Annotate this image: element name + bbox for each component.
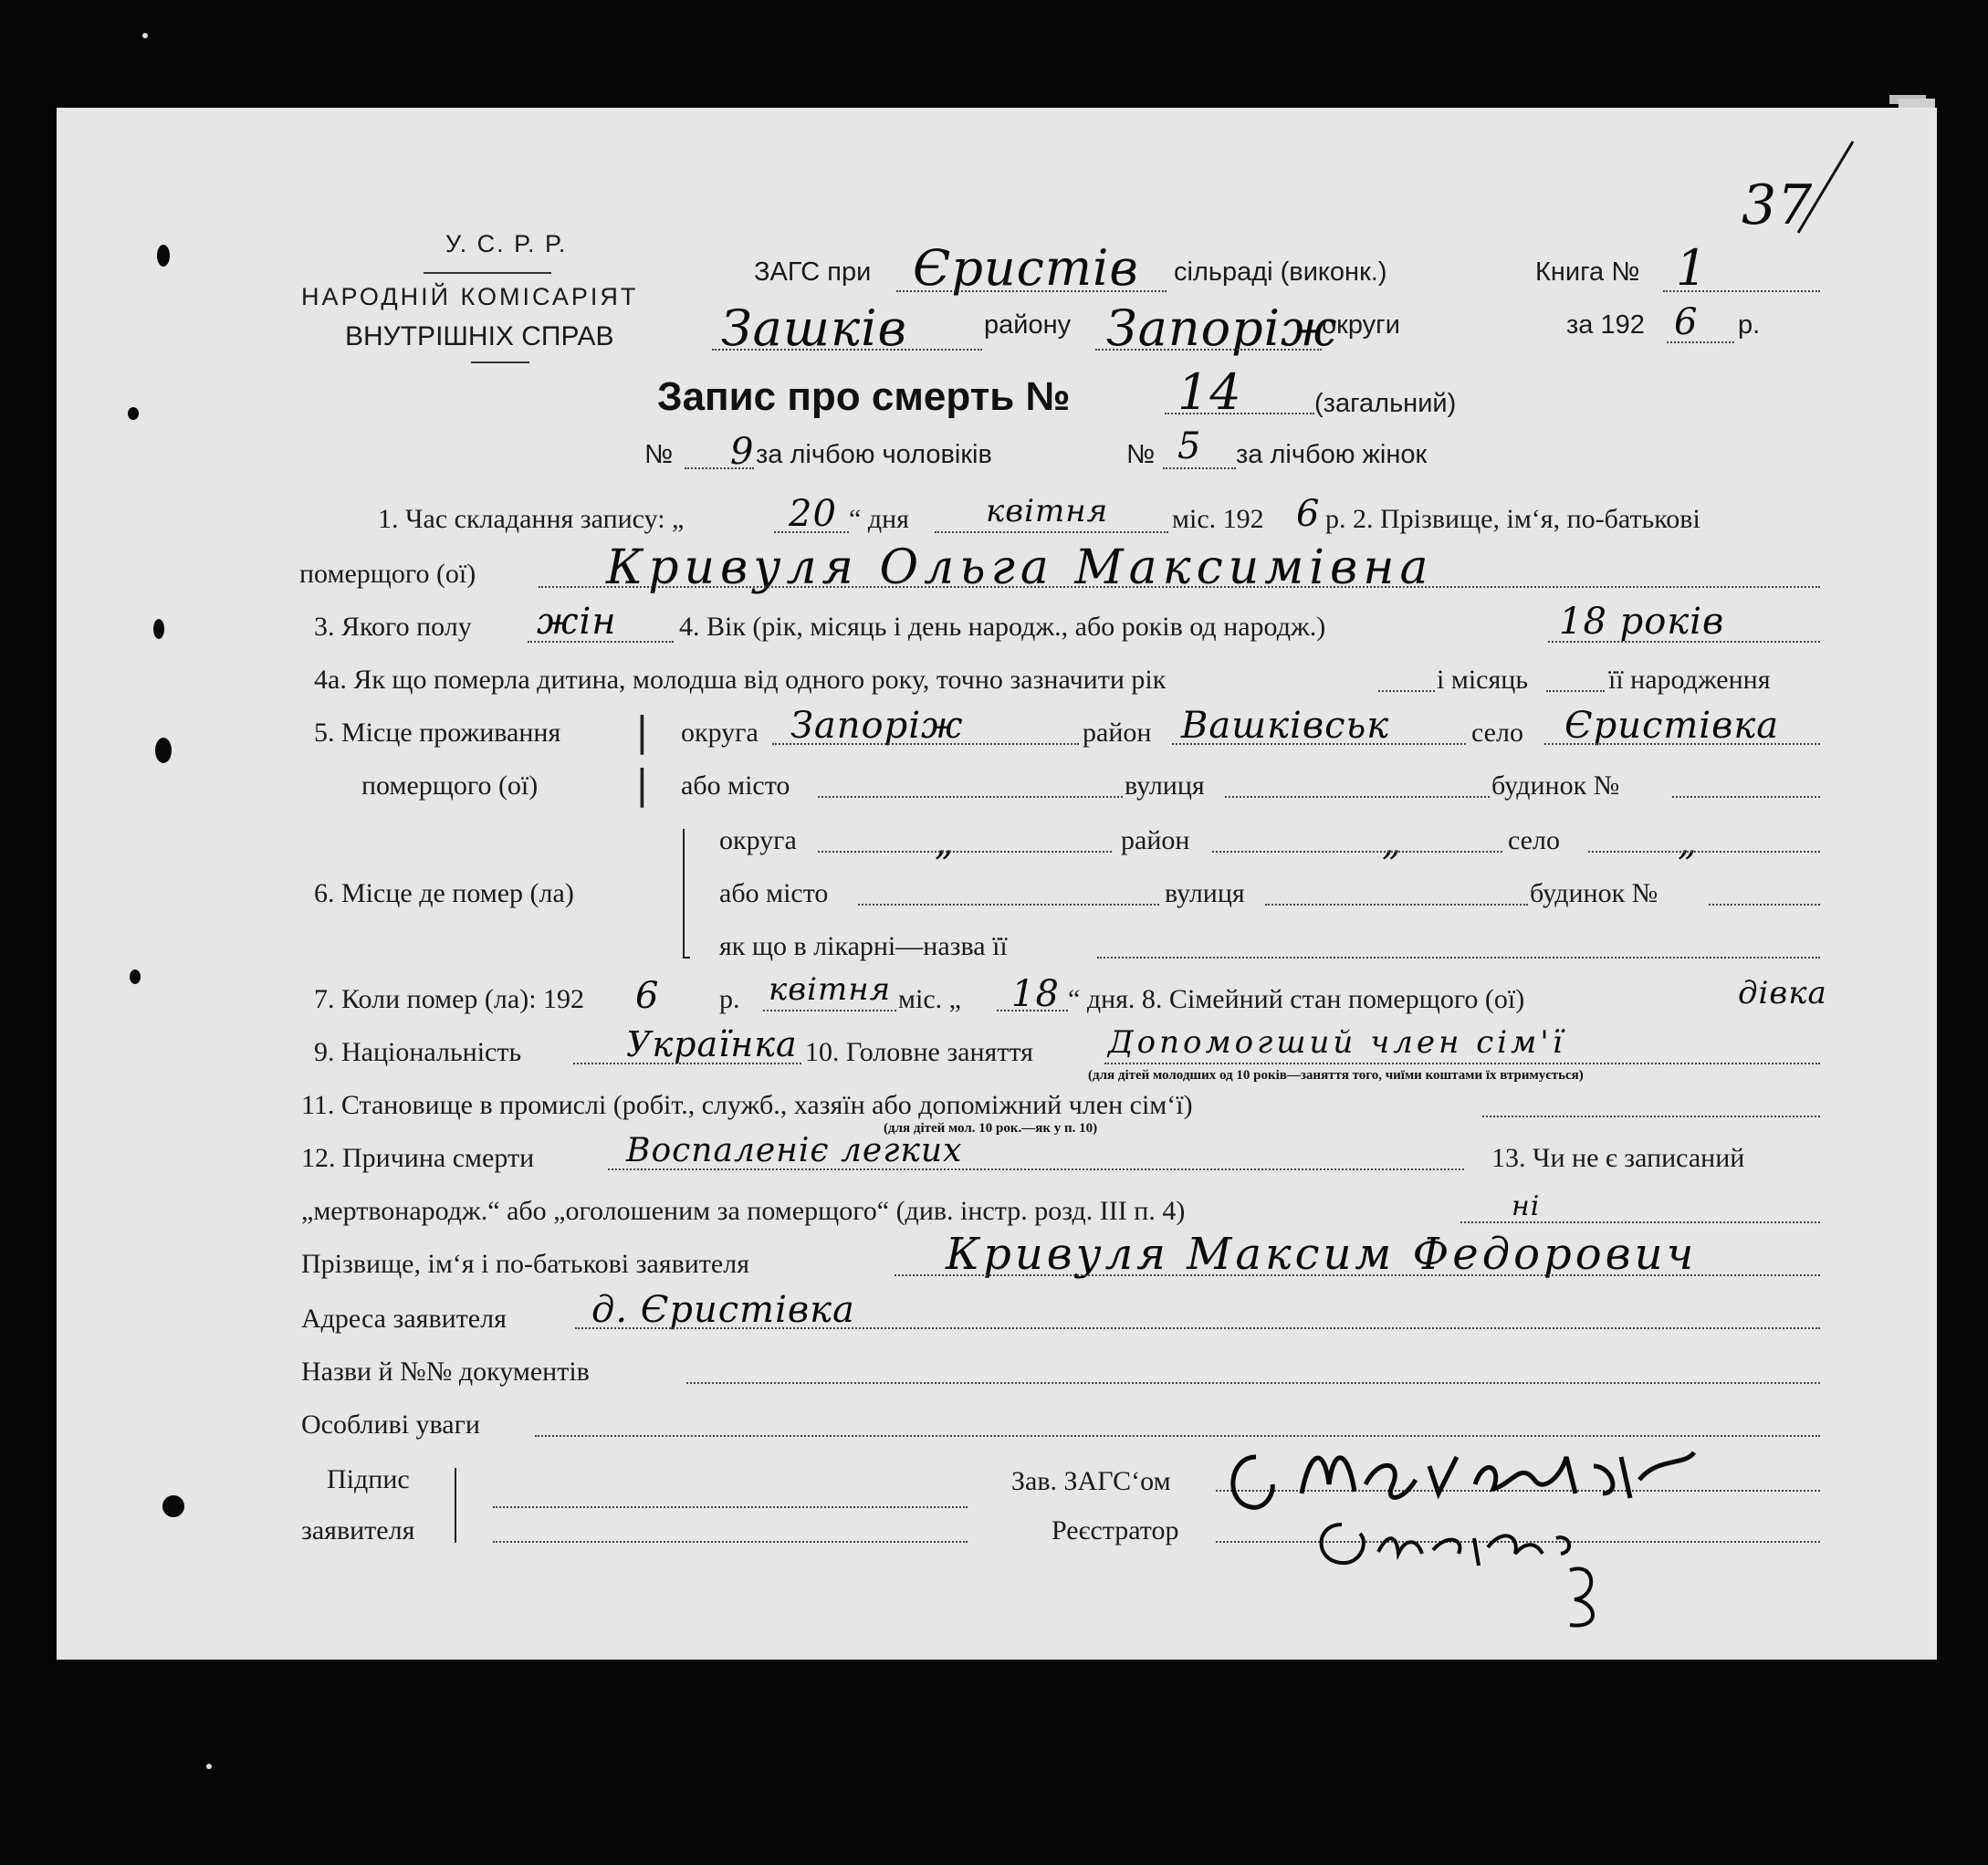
header-divider [471,361,529,363]
f5-rayon-value: Вашківськ [1181,705,1390,747]
silradi-label: сільраді (виконк.) [1174,257,1387,287]
f5-rayon-label: район [1083,718,1152,748]
f6-brace [683,829,685,957]
f6-rayon-label: район [1121,825,1190,855]
f1-label: 1. Час складання запису: „ [378,504,685,534]
book-value: 1 [1676,239,1709,297]
f6-city-label: або місто [719,878,829,908]
women-label: за лічбою жінок [1236,440,1428,469]
registrar-label: Реєстратор [1052,1515,1179,1545]
f7-day-label: “ дня. 8. Сімейний стан померщого (ої) [1068,984,1525,1014]
zags-value: Єристів [913,239,1139,297]
docs-label: Назви й №№ документів [301,1357,590,1387]
address-label: Адреса заявителя [301,1304,507,1334]
f1-year-label: р. 2. Прізвище, ім‘я, по-батькові [1325,504,1700,534]
f5-label2: померщого (ої) [361,770,539,801]
commissariat-line2: ВНУТРІШНІХ СПРАВ [345,321,614,351]
okrug-value: Запоріж [1106,299,1338,357]
f7-r: р. [719,984,740,1014]
f7-month: квітня [769,971,892,1008]
year-label-pre: за 192 [1566,310,1645,340]
f4a-label: 4а. Як що померла дитина, молодша від одного року, точно зазначити рік [314,665,1167,695]
district-label: району [984,310,1072,340]
f12-value: Воспаленіє легких [626,1132,963,1169]
f5-selo-value: Єристівка [1564,705,1780,747]
notes-label: Особливі уваги [301,1409,480,1440]
f5-city-label: або місто [681,770,790,801]
sign-label1: Підпис [327,1464,410,1494]
applicant-value: Кривуля Максим Федорович [946,1229,1698,1280]
record-number: 14 [1177,363,1242,421]
punch-hole [128,407,139,420]
year-value: 6 [1674,301,1699,343]
punch-hole [157,245,170,267]
f3-value: жін [537,601,617,643]
women-prefix: № [1126,440,1156,469]
f5-okrug-label: округа [681,718,759,748]
f6-street-label: вулиця [1165,878,1245,908]
header-divider [424,272,551,274]
f5-house-label: будинок № [1491,770,1620,801]
f8-value: дівка [1738,975,1827,1011]
head-label: Зав. ЗАГС‘ом [1011,1466,1171,1496]
f9-label: 9. Національність [314,1037,522,1067]
applicant-label: Прізвище, ім‘я і по-батькові заявителя [301,1249,750,1279]
f6-okrug-value: „ [935,822,955,864]
men-label: за лічбою чоловіків [756,440,992,469]
year-label-post: р. [1738,310,1761,340]
f5-selo-label: село [1471,718,1523,748]
f5-street-label: вулиця [1125,770,1205,801]
punch-hole [162,1495,184,1517]
f2-value: Кривуля Ольга Максимівна [606,540,1434,595]
sign-label2: заявителя [301,1515,415,1545]
f6-brace [683,957,690,959]
f10-label: 10. Головне заняття [805,1037,1033,1067]
f7-mis: міс. „ [898,984,961,1014]
f13-label2: „мертвонародж.“ або „оголошеним за померщого“ (див. інстр. розд. III п. 4) [301,1196,1186,1226]
district-value: Зашків [721,299,907,357]
f4-value: 18 років [1559,601,1725,643]
punch-hole [153,619,164,639]
women-value: 5 [1177,425,1202,467]
f5-okrug-value: Запоріж [790,705,964,747]
punch-hole [155,738,172,763]
f6-rayon-value: „ [1382,822,1402,864]
sheet-number: 37 [1742,173,1814,237]
f6-selo-value: „ [1678,822,1698,864]
f10-value: Допомогший член сім'ї [1108,1024,1566,1061]
f1-month: квітня [986,493,1109,529]
record-title: Запис про смерть № [657,374,1071,419]
f6-hospital-label: як що в лікарні—назва її [719,931,1008,961]
f3-label: 3. Якого полу [314,612,472,642]
commissariat-line1: НАРОДНІЙ КОМІСАРІЯТ [301,283,639,310]
f1-day-label: “ дня [849,504,909,534]
address-value: д. Єристівка [591,1289,855,1331]
book-label: Книга № [1535,257,1640,287]
f5-brace: | [635,708,649,755]
f11-note: (для дітей мол. 10 рок.—як у п. 10) [884,1121,1098,1136]
f6-okrug-label: округа [719,825,797,855]
f1-day: 20 [789,493,837,535]
sheet-number-mark [1789,137,1862,237]
f9-value: Українка [626,1024,798,1064]
men-prefix: № [644,440,674,469]
f1-year: 6 [1296,493,1321,535]
f2-label: померщого (ої) [299,559,476,589]
f12-label: 12. Причина смерти [301,1143,535,1173]
zags-label: ЗАГС при [754,257,872,287]
f6-selo-label: село [1508,825,1560,855]
f13-label: 13. Чи не є записаний [1491,1143,1745,1173]
f13-value: ні [1512,1190,1541,1222]
f7-year: 6 [635,975,660,1017]
f7-day: 18 [1011,973,1060,1015]
f5-label1: 5. Місце проживання [314,718,561,748]
f4a-month: і місяць [1437,665,1529,695]
f4a-birth: її народження [1608,665,1771,695]
record-suffix: (загальний) [1314,389,1457,418]
f6-label: 6. Місце де помер (ла) [314,878,574,908]
f1-month-label: міс. 192 [1172,504,1264,534]
punch-hole [130,969,141,984]
men-value: 9 [730,431,755,473]
f6-house-label: будинок № [1530,878,1658,908]
registrar-signature [1296,1497,1606,1634]
okrug-label: округи [1322,310,1400,340]
f7-label: 7. Коли помер (ла): 192 [314,984,585,1014]
f5-brace: | [635,761,649,808]
f4-label: 4. Вік (рік, місяць і день народж., або років од народж.) [679,612,1326,642]
sign-brace [455,1468,456,1543]
f11-label: 11. Становище в промислі (робіт., служб., хазяїн або допоміжний член сім‘ї) [301,1090,1193,1120]
f10-note: (для дітей молодших од 10 років—заняття того, чиїми коштами їх втримується) [1088,1068,1584,1083]
ussr-label: У. С. Р. Р. [445,230,568,257]
